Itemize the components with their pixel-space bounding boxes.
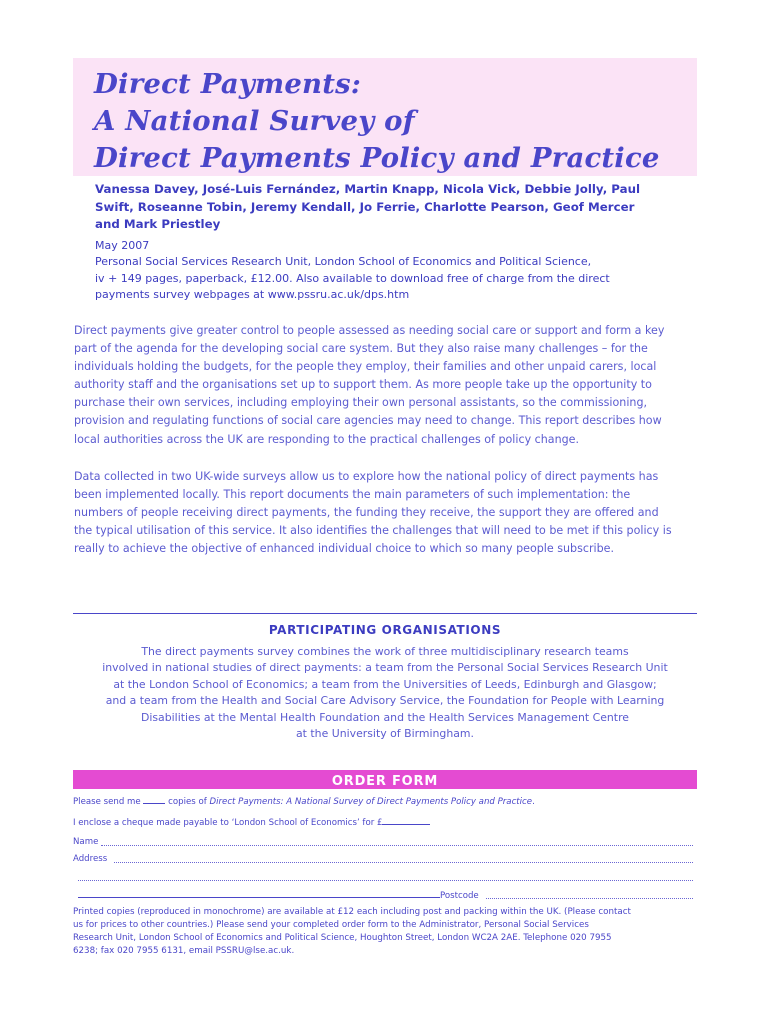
copies-title: Direct Payments: A National Survey of Direct Payments Policy and Practice [209, 797, 533, 807]
instruction-line: Research Unit, London School of Economics and Political Science, Houghton Street, London WC2A 2AE. Telephone 020 7955 [73, 933, 612, 943]
title-line: Direct Payments Policy and Practice [94, 142, 660, 174]
title-line: Direct Payments: [94, 68, 362, 100]
instruction-line: Printed copies (reproduced in monochrome) are available at £12 each including post and packing within the UK. (Please contact [73, 907, 631, 917]
intro-paragraph [74, 322, 704, 449]
author-line: Vanessa Davey, José-Luis Fernández, Martin Knapp, Nicola Vick, Debbie Jolly, Paul [95, 182, 641, 196]
paragraph-line: the typical utilisation of this service. It also identifies the challenges that will need to be met if this policy is [74, 524, 672, 538]
document-title [94, 66, 660, 177]
postcode-field[interactable] [486, 898, 693, 899]
data-paragraph [74, 468, 704, 558]
paragraph-line: part of the agenda for the developing social care system. But they also raise many challenges – for the [74, 342, 648, 356]
paragraph-line: been implemented locally. This report documents the main parameters of such implementation: the [74, 488, 631, 502]
paragraph-line: purchase their own services, including employing their own personal assistants, so the commissioning, [74, 396, 648, 410]
publication-line: Personal Social Services Research Unit, London School of Economics and Political Science, [95, 255, 592, 269]
instruction-line: 6238; fax 020 7955 6131, email PSSRU@lse.ac.uk. [73, 946, 295, 956]
section-divider [73, 613, 697, 614]
copies-field[interactable] [143, 796, 165, 804]
participating-line: Disabilities at the Mental Health Foundation and the Health Services Management Centre [140, 710, 630, 724]
participating-line: The direct payments survey combines the work of three multidisciplinary research teams [141, 645, 629, 658]
participating-text [73, 644, 697, 742]
publication-date: May 2007 [95, 239, 150, 252]
author-line: and Mark Priestley [95, 217, 221, 231]
paragraph-line: individuals holding the budgets, for the people they employ, their families and other unpaid carers, local [74, 360, 657, 374]
order-instructions [73, 906, 701, 958]
order-form-heading: ORDER FORM [331, 774, 439, 789]
address-field-line-2[interactable] [78, 880, 693, 881]
participating-line: involved in national studies of direct payments: a team from the Personal Social Services Research Unit [102, 661, 668, 675]
name-label: Name [73, 837, 99, 847]
copies-line [73, 796, 535, 807]
paragraph-line: Direct payments give greater control to people assessed as needing social care or support and form a key [74, 324, 665, 337]
order-form-header [73, 770, 697, 789]
publication-line: payments survey webpages at www.pssru.ac.uk/dps.htm [95, 287, 410, 301]
copies-middle: copies of [168, 797, 207, 807]
cheque-amount-field[interactable] [382, 817, 430, 825]
address-field[interactable] [114, 862, 693, 863]
address-label: Address [73, 854, 108, 864]
paragraph-line: Data collected in two UK-wide surveys allow us to explore how the national policy of direct payments has [74, 470, 659, 483]
name-field[interactable] [101, 845, 693, 846]
cheque-text: I enclose a cheque made payable to ‘London School of Economics’ for £ [73, 818, 383, 828]
copies-suffix: . [532, 797, 535, 807]
participating-line: at the University of Birmingham. [296, 727, 474, 741]
address-field-line-3[interactable] [78, 897, 440, 898]
title-line: A National Survey of [94, 105, 415, 137]
cheque-line [73, 817, 430, 828]
paragraph-line: really to achieve the objective of enhanced individual choice to which so many people subscribe. [74, 542, 615, 556]
author-line: Swift, Roseanne Tobin, Jeremy Kendall, Jo Ferrie, Charlotte Pearson, Geof Mercer [95, 199, 635, 214]
publication-line: iv + 149 pages, paperback, £12.00. Also available to download free of charge from the direct [95, 271, 610, 285]
paragraph-line: authority staff and the organisations set up to support them. As more people take up the opportunity to [74, 378, 652, 392]
participating-line: at the London School of Economics; a team from the Universities of Leeds, Edinburgh and Glasgow; [113, 677, 657, 691]
title-band [73, 58, 697, 176]
paragraph-line: local authorities across the UK are responding to the practical challenges of policy change. [74, 432, 580, 446]
paragraph-line: numbers of people receiving direct payments, the funding they receive, the support they are offered and [74, 506, 659, 520]
postcode-label: Postcode [440, 891, 479, 901]
participating-heading: PARTICIPATING ORGANISATIONS [268, 623, 502, 637]
author-list [95, 181, 655, 234]
copies-prefix: Please send me [73, 797, 141, 807]
instruction-line: us for prices to other countries.) Please send your completed order form to the Administrator, Personal Social Services [73, 920, 589, 930]
participating-line: and a team from the Health and Social Care Advisory Service, the Foundation for People with Learning [105, 694, 665, 708]
paragraph-line: provision and regulating functions of social care agencies may need to change. This report describes how [74, 414, 662, 428]
publication-info [95, 238, 655, 303]
